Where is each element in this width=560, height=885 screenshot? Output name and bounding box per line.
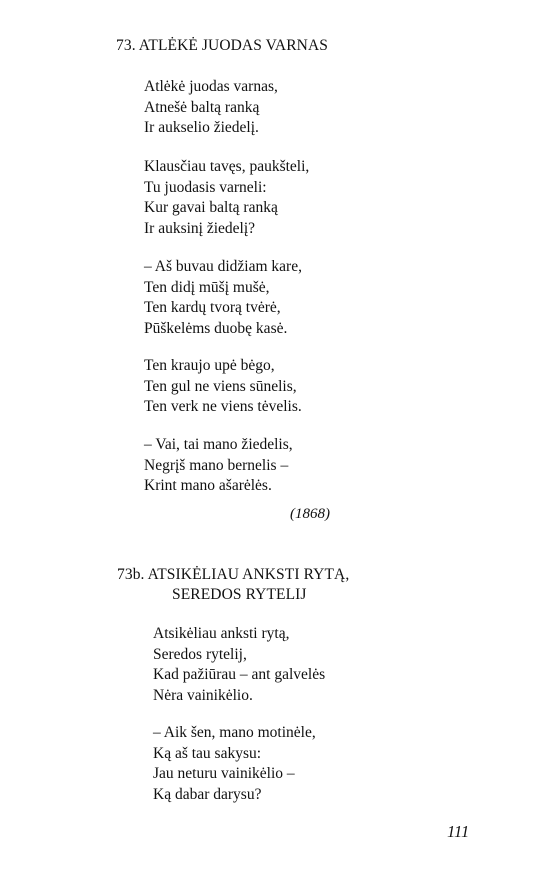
verse-line: Seredos rytelij, [153, 645, 247, 663]
verse-line: Negrįš mano bernelis – [144, 456, 289, 474]
verse-line: – Vai, tai mano žiedelis, [144, 436, 293, 453]
verse-line: Kad pažiūrau – ant galvelės [153, 666, 326, 683]
poem-title: 73. ATLĖKĖ JUODAS VARNAS [116, 37, 328, 54]
verse-line: Tu juodasis varneli: [144, 178, 267, 196]
verse-line: – Aš buvau didžiam kare, [144, 258, 302, 275]
verse-line: Ten kraujo upė bėgo, [144, 357, 275, 374]
page-number: 111 [447, 822, 470, 841]
poem-date: (1868) [290, 506, 330, 522]
verse-line: Nėra vainikėlio. [153, 686, 253, 704]
verse-line: Pūškelėms duobę kasė. [144, 319, 288, 337]
stanza-5 [144, 435, 293, 497]
stanza-1 [144, 77, 278, 139]
verse-line: Ten didį mūšį mušė, [144, 278, 270, 296]
poem-title-line-2: SEREDOS RYTELIJ [172, 586, 307, 603]
verse-line: Ką aš tau sakysu: [153, 744, 262, 762]
stanza-2 [153, 723, 316, 805]
verse-line: Ir auksinį žiedelį? [144, 219, 256, 237]
verse-line: Ką dabar darysu? [153, 785, 262, 803]
verse-line: Atlėkė juodas varnas, [144, 78, 278, 95]
stanza-3 [144, 257, 302, 339]
verse-line: Jau neturu vainikėlio – [153, 765, 295, 782]
verse-line: Ir aukselio žiedelį. [144, 119, 259, 136]
verse-line: Krint mano ašarėlės. [144, 477, 272, 494]
verse-line: Klausčiau tavęs, paukšteli, [144, 158, 310, 175]
verse-line: Kur gavai baltą ranką [144, 199, 278, 216]
verse-line: Ten kardų tvorą tvėrė, [144, 299, 281, 316]
stanza-2 [144, 157, 309, 239]
verse-line: Ten verk ne viens tėvelis. [144, 398, 302, 415]
stanza-4 [144, 356, 302, 418]
verse-line: Ten gul ne viens sūnelis, [144, 377, 297, 395]
poem-title-line-1: 73b. ATSIKĖLIAU ANKSTI RYTĄ, [117, 566, 350, 583]
verse-line: – Aik šen, mano motinėle, [153, 724, 316, 741]
verse-line: Atnešė baltą ranką [144, 98, 260, 116]
stanza-1 [153, 624, 325, 706]
verse-line: Atsikėliau anksti rytą, [153, 625, 290, 642]
